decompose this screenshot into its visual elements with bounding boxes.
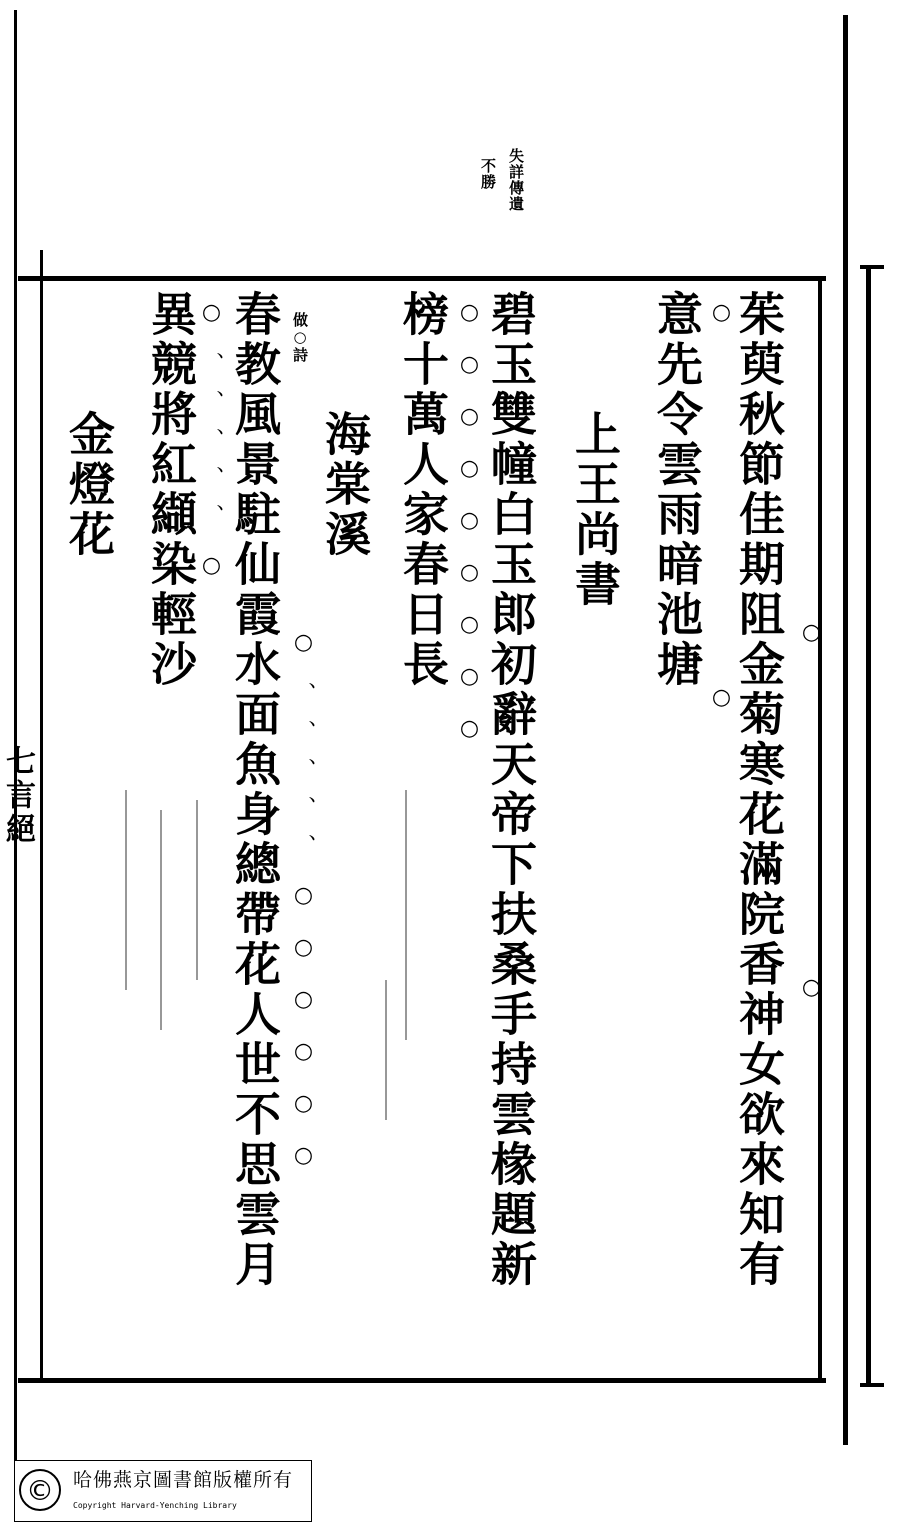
text-column-4: 碧玉雙幢白玉郎初辭天帝下扶桑手持雲椽題新	[484, 290, 538, 1290]
text-column-5: 榜十萬人家春日長	[396, 290, 450, 690]
left-margin-inner-line	[40, 250, 43, 1380]
header-annotation-col1: 失詳傳遺	[507, 148, 525, 212]
text-column-7: 春教風景駐仙霞水面魚身總帶花人世不思雲月	[228, 290, 282, 1290]
ink-bleed-mark	[405, 790, 407, 1040]
copyright-chinese: 哈佛燕京圖書館版權所有	[73, 1469, 294, 1491]
ink-bleed-mark	[385, 980, 387, 1120]
text-column-3-title: 上王尚書	[568, 410, 622, 610]
text-column-6-title: 海棠溪	[318, 410, 372, 560]
circle-marks-column-8: ○、、、、、○	[199, 300, 224, 605]
right-edge-top-tick	[860, 265, 884, 269]
right-edge-bottom-tick	[860, 1383, 884, 1387]
text-column-9-title: 金燈花	[62, 410, 116, 560]
right-outer-spine-line	[843, 15, 848, 1445]
left-margin-line	[14, 10, 17, 1460]
text-column-8: 異競將紅纈染輕沙	[144, 290, 198, 690]
right-edge-line	[866, 265, 871, 1385]
small-note: 做○詩	[291, 312, 309, 363]
circle-marks-column-7: ○、、、、、○○○○○○	[291, 630, 316, 1195]
ink-bleed-mark	[125, 790, 127, 990]
text-column-1: 茱萸秋節佳期阻金菊寒花滿院香神女欲來知有	[732, 290, 786, 1290]
copyright-stamp	[14, 1460, 312, 1522]
ink-bleed-mark	[196, 800, 198, 980]
circle-marks-column-2: ○○	[709, 300, 734, 1070]
frame-bottom-line	[18, 1378, 826, 1383]
left-margin-label: 七言絕	[0, 745, 35, 847]
copyright-english: Copyright Harvard-Yenching Library	[73, 1501, 237, 1510]
frame-top-line	[18, 276, 826, 281]
text-column-2: 意先令雲雨暗池塘	[650, 290, 704, 690]
copyright-symbol: ©	[19, 1469, 61, 1511]
circle-marks-column-4: ○○○○○○○○○	[457, 300, 482, 768]
ink-bleed-mark	[160, 810, 162, 1030]
header-annotation-col2: 不勝	[479, 158, 497, 190]
circle-marks-column-1: ○○	[799, 620, 824, 1330]
